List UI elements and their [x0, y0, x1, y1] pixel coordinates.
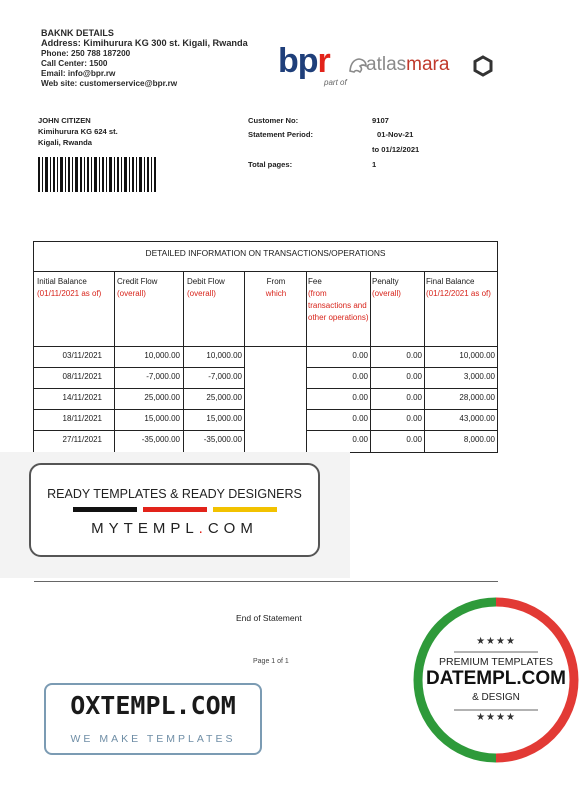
logo-r: r [317, 42, 330, 80]
header-label: Final Balance [426, 277, 475, 286]
bpr-logo-text [278, 44, 330, 78]
table-title: DETAILED INFORMATION ON TRANSACTIONS/OPERATIONS [145, 248, 386, 258]
row-credit: 10,000.00 [144, 351, 180, 360]
footer-divider [34, 581, 498, 582]
bank-address: Address: Kimihurura KG 300 st. Kigali, Rwanda [41, 38, 248, 49]
header-sublabel: which [265, 289, 287, 298]
row-penalty: 0.00 [406, 372, 422, 381]
watermark-bar-red [143, 507, 207, 512]
seal-stars-bottom: ★★★★ [476, 712, 516, 723]
customer-no-value: 9107 [372, 116, 389, 125]
bank-website: Web site: customerservice@bpr.rw [41, 79, 178, 89]
row-date: 18/11/2021 [62, 414, 102, 423]
seal-datempl: DATEMPL.COM [425, 668, 567, 689]
header-label: Penalty [372, 277, 399, 286]
header-credit-flow [117, 276, 181, 300]
watermark-ready-line1: READY TEMPLATES & READY DESIGNERS [47, 487, 302, 501]
row-fee: 0.00 [352, 393, 368, 402]
row-credit: -35,000.00 [141, 435, 180, 444]
header-label: Debit Flow [187, 277, 225, 286]
header-label: From [266, 277, 286, 286]
logo-bp: bp [278, 42, 318, 80]
logo-atlas: atlas [366, 54, 407, 75]
logo-part-of: part of [324, 78, 347, 87]
total-pages-value: 1 [372, 160, 377, 169]
bank-heading: BAKNK DETAILS [41, 28, 114, 38]
page-number: Page 1 of 1 [253, 658, 289, 665]
logo-mara: mara [406, 54, 450, 75]
row-debit: -7,000.00 [208, 372, 242, 381]
header-sublabel: (overall) [187, 289, 216, 298]
row-date: 14/11/2021 [62, 393, 102, 402]
row-date: 03/11/2021 [62, 351, 102, 360]
row-credit: 25,000.00 [144, 393, 180, 402]
bank-email: Email: info@bpr.rw [41, 69, 116, 79]
row-date: 27/11/2021 [62, 435, 102, 444]
bank-details [41, 28, 248, 90]
hexagon-icon [472, 55, 494, 77]
customer-address-line1: Kimihurura KG 624 st. [38, 127, 118, 136]
row-fee: 0.00 [352, 372, 368, 381]
bpr-atlasmara-logo [278, 44, 498, 94]
row-date: 08/11/2021 [62, 372, 102, 381]
seal-stars-top: ★★★★ [476, 636, 516, 647]
header-sublabel: (from transactions and other operations) [308, 289, 369, 322]
watermark-datempl-seal [412, 594, 580, 766]
row-debit: 15,000.00 [206, 414, 242, 423]
row-fee: 0.00 [352, 351, 368, 360]
header-sublabel: (01/12/2021 as of) [426, 289, 491, 298]
row-final: 43,000.00 [459, 414, 495, 423]
header-sublabel: (01/11/2021 as of) [37, 289, 102, 298]
row-credit: 15,000.00 [144, 414, 180, 423]
header-fee [308, 276, 370, 324]
row-final: 28,000.00 [459, 393, 495, 402]
statement-period-to: to 01/12/2021 [372, 145, 420, 154]
watermark-bar-black [73, 507, 137, 512]
watermark-oxtempl [44, 683, 262, 755]
header-sublabel: (overall) [117, 289, 146, 298]
header-sublabel: (overall) [372, 289, 401, 298]
customer-name: JOHN CITIZEN [38, 116, 91, 125]
end-of-statement: End of Statement [236, 613, 302, 623]
row-penalty: 0.00 [406, 351, 422, 360]
watermark-ready-templates [29, 463, 320, 557]
header-label: Credit Flow [117, 277, 158, 286]
row-final: 8,000.00 [463, 435, 495, 444]
statement-period-label: Statement Period: [248, 130, 313, 139]
bank-phone: Phone: 250 788 187200 [41, 48, 131, 58]
bank-call-center: Call Center: 1500 [41, 58, 108, 68]
customer-address-line2: Kigali, Rwanda [38, 138, 93, 147]
customer-address [38, 115, 118, 148]
row-penalty: 0.00 [406, 393, 422, 402]
header-initial-balance [37, 276, 111, 300]
barcode-icon [38, 157, 156, 192]
row-penalty: 0.00 [406, 414, 422, 423]
header-debit-flow [187, 276, 245, 300]
header-from-which [246, 276, 306, 300]
statement-period-from: 01-Nov-21 [377, 130, 414, 139]
header-label: Initial Balance [37, 277, 87, 286]
header-penalty [372, 276, 424, 300]
oxtempl-title: OXTEMPL.COM [70, 691, 236, 720]
oxtempl-tagline: WE MAKE TEMPLATES [70, 733, 236, 745]
mytempl-dot: . [198, 520, 208, 537]
row-debit: -35,000.00 [203, 435, 242, 444]
row-fee: 0.00 [352, 435, 368, 444]
seal-premium-templates: PREMIUM TEMPLATES [439, 656, 553, 668]
header-label: Fee [308, 277, 322, 286]
row-final: 10,000.00 [459, 351, 495, 360]
header-final-balance [426, 276, 494, 300]
watermark-bar-yellow [213, 507, 277, 512]
mytempl-com: COM [207, 520, 258, 537]
watermark-mytempl [31, 520, 318, 537]
row-debit: 10,000.00 [206, 351, 242, 360]
customer-no-label: Customer No: [248, 116, 299, 125]
row-penalty: 0.00 [406, 435, 422, 444]
mytempl-name: MYTEMPL [91, 520, 199, 537]
lion-icon [348, 56, 368, 74]
logo-atlasmara [366, 54, 449, 76]
row-credit: -7,000.00 [146, 372, 180, 381]
row-debit: 25,000.00 [206, 393, 242, 402]
total-pages-label: Total pages: [248, 160, 293, 169]
row-final: 3,000.00 [463, 372, 495, 381]
transactions-table [33, 241, 498, 453]
seal-design: & DESIGN [472, 692, 520, 703]
row-fee: 0.00 [352, 414, 368, 423]
